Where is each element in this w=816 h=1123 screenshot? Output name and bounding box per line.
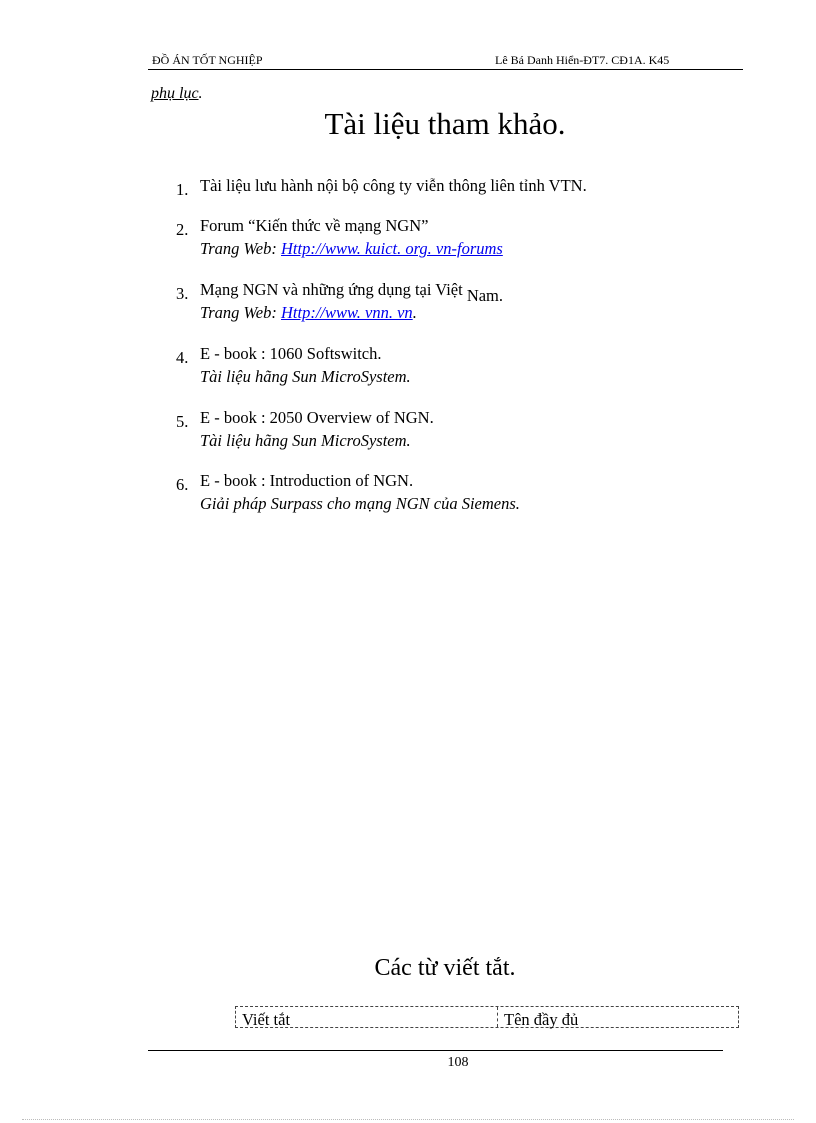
reference-source: Tài liệu hãng Sun MicroSystem.	[200, 431, 411, 450]
abbreviations-title: Các từ viết tắt.	[374, 955, 516, 981]
intro-trailing: .	[198, 85, 203, 102]
reference-number: 1.	[176, 180, 189, 199]
reference-number: 5.	[176, 412, 189, 431]
page-number: 108	[447, 1055, 469, 1070]
reference-source	[200, 239, 503, 259]
reference-title	[200, 280, 504, 305]
abbreviation-column-header: Viết tắt	[236, 1007, 498, 1027]
reference-source	[200, 303, 417, 323]
reference-source-prefix: Trang Web:	[200, 239, 281, 258]
reference-link[interactable]: Http://www. kuict. org. vn-forums	[281, 239, 503, 258]
reference-title: Tài liệu lưu hành nội bộ công ty viễn thông liên tỉnh VTN.	[200, 176, 587, 195]
reference-title: E - book : 2050 Overview of NGN.	[200, 408, 434, 427]
footer-divider	[148, 1050, 723, 1051]
reference-number: 6.	[176, 475, 189, 494]
page-title: Tài liệu tham khảo.	[324, 106, 566, 141]
reference-title-main: Mạng NGN và những ứng dụng tại Việt	[200, 280, 467, 299]
reference-source-prefix: Trang Web:	[200, 303, 281, 322]
reference-title-tail: Nam.	[466, 286, 504, 305]
header-left: ĐỒ ÁN TỐT NGHIỆP	[152, 53, 263, 67]
header-divider	[148, 69, 743, 70]
full-name-column-header: Tên đầy đủ	[504, 1010, 579, 1029]
abbreviations-table	[235, 1006, 739, 1028]
header-right: Lê Bá Danh Hiển-ĐT7. CĐ1A. K45	[495, 53, 670, 67]
intro-line	[151, 85, 203, 103]
appendix-link[interactable]: phụ lục	[151, 85, 199, 102]
reference-title: E - book : Introduction of NGN.	[200, 471, 414, 490]
reference-number: 4.	[176, 348, 189, 367]
reference-source: Tài liệu hãng Sun MicroSystem.	[200, 367, 411, 386]
reference-title: E - book : 1060 Softswitch.	[200, 344, 382, 363]
page-bottom-edge	[22, 1119, 794, 1120]
reference-source: Giải pháp Surpass cho mạng NGN của Siemens.	[200, 494, 520, 513]
reference-number: 3.	[176, 284, 189, 303]
reference-title: Forum “Kiến thức về mạng NGN”	[200, 216, 429, 235]
reference-source-suffix: .	[412, 303, 417, 322]
reference-link[interactable]: Http://www. vnn. vn	[281, 303, 413, 322]
reference-number: 2.	[176, 220, 189, 239]
